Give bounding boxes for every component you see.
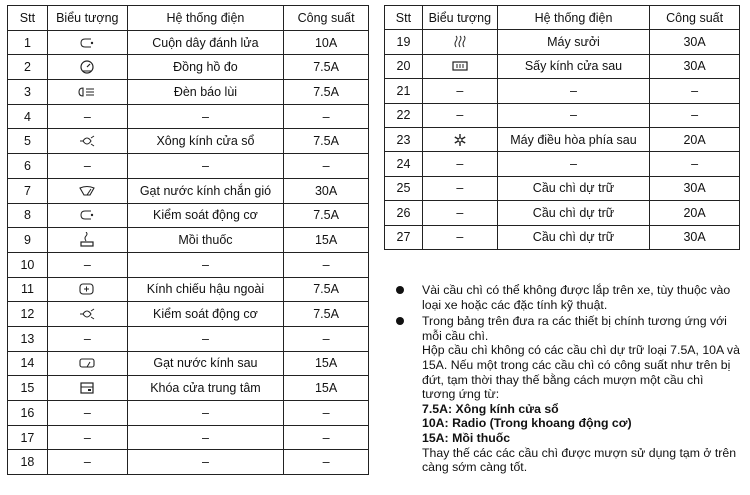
- stt-cell: 9: [8, 228, 48, 253]
- power-cell: 15A: [284, 351, 369, 376]
- table-row: [8, 203, 369, 228]
- stt-cell: 15: [8, 376, 48, 401]
- table-row: [385, 225, 740, 249]
- table-row: [8, 351, 369, 376]
- stt-cell: 8: [8, 203, 48, 228]
- stt-cell: 12: [8, 302, 48, 327]
- heater-icon: [422, 30, 497, 54]
- stt-cell: 3: [8, 80, 48, 105]
- dash-cell: –: [422, 152, 497, 176]
- power-cell: 7.5A: [284, 302, 369, 327]
- fuse-table-left: [7, 5, 369, 475]
- engine-icon: [47, 203, 127, 228]
- window-defog-icon: [47, 129, 127, 154]
- stt-cell: 26: [385, 201, 423, 225]
- note-item: [394, 314, 740, 475]
- power-cell: –: [284, 401, 369, 426]
- system-cell: –: [127, 450, 283, 475]
- table-row: [8, 104, 369, 129]
- power-cell: 10A: [284, 30, 369, 55]
- stt-cell: 10: [8, 252, 48, 277]
- stt-cell: 17: [8, 425, 48, 450]
- power-cell: –: [284, 425, 369, 450]
- table-row: [385, 201, 740, 225]
- power-cell: –: [650, 152, 740, 176]
- fuse-table-right: [384, 5, 740, 250]
- rear-wiper-icon: [47, 351, 127, 376]
- power-cell: 7.5A: [284, 203, 369, 228]
- stt-cell: 13: [8, 326, 48, 351]
- window-defog-icon: [47, 302, 127, 327]
- system-cell: Khóa cửa trung tâm: [127, 376, 283, 401]
- rear-ac-icon: [422, 127, 497, 151]
- stt-cell: 24: [385, 152, 423, 176]
- header-system: Hệ thống điện: [497, 6, 650, 30]
- dash-cell: –: [47, 104, 127, 129]
- power-cell: 15A: [284, 376, 369, 401]
- borrow-item: 10A: Radio (Trong khoang động cơ): [422, 416, 632, 431]
- table-row: [8, 277, 369, 302]
- dash-cell: –: [422, 79, 497, 103]
- stt-cell: 14: [8, 351, 48, 376]
- system-cell: –: [127, 425, 283, 450]
- power-cell: 30A: [284, 178, 369, 203]
- power-cell: 30A: [650, 225, 740, 249]
- ignition-coil-icon: [47, 30, 127, 55]
- power-cell: 30A: [650, 30, 740, 54]
- table-row: [8, 80, 369, 105]
- table-row: [8, 450, 369, 475]
- note-text: Hộp cầu chì không có các cầu chì dự trữ loại 7.5A, 10A và 15A. Nếu một trong các cầu chì có công suất như trên bị đứt, tạm thời thay thế bằng cách mượn một cầu chì tương ứng từ:: [422, 343, 740, 402]
- power-cell: 15A: [284, 228, 369, 253]
- stt-cell: 23: [385, 127, 423, 151]
- stt-cell: 7: [8, 178, 48, 203]
- header-icon: Biểu tượng: [47, 6, 127, 31]
- power-cell: 7.5A: [284, 277, 369, 302]
- power-cell: 7.5A: [284, 129, 369, 154]
- stt-cell: 5: [8, 129, 48, 154]
- note-text: Thay thế các các cầu chì được mượn sử dụng tạm ở trên càng sớm càng tốt.: [422, 445, 737, 475]
- stt-cell: 11: [8, 277, 48, 302]
- table-row: [8, 228, 369, 253]
- table-row: [8, 252, 369, 277]
- rear-defrost-icon: [422, 54, 497, 78]
- system-cell: –: [127, 154, 283, 179]
- notes-section: [394, 283, 740, 477]
- system-cell: Máy sưởi: [497, 30, 650, 54]
- mirror-icon: [47, 277, 127, 302]
- note-text: Vài cầu chì có thể không được lắp trên xe, tùy thuộc vào loại xe hoặc các đặc tính kỹ thuật.: [422, 283, 731, 312]
- table-row: [385, 152, 740, 176]
- dash-cell: –: [422, 225, 497, 249]
- stt-cell: 4: [8, 104, 48, 129]
- system-cell: Sấy kính cửa sau: [497, 54, 650, 78]
- stt-cell: 21: [385, 79, 423, 103]
- power-cell: –: [650, 79, 740, 103]
- borrow-item: 7.5A: Xông kính cửa sổ: [422, 401, 559, 416]
- gauge-icon: [47, 55, 127, 80]
- system-cell: Xông kính cửa sổ: [127, 129, 283, 154]
- system-cell: Cuộn dây đánh lửa: [127, 30, 283, 55]
- power-cell: 7.5A: [284, 80, 369, 105]
- header-icon: Biểu tượng: [422, 6, 497, 30]
- power-cell: –: [284, 252, 369, 277]
- dash-cell: –: [47, 401, 127, 426]
- dash-cell: –: [47, 425, 127, 450]
- dash-cell: –: [422, 201, 497, 225]
- table-row: [8, 401, 369, 426]
- table-row: [8, 30, 369, 55]
- power-cell: 20A: [650, 127, 740, 151]
- stt-cell: 20: [385, 54, 423, 78]
- system-cell: Mồi thuốc: [127, 228, 283, 253]
- system-cell: Đèn báo lùi: [127, 80, 283, 105]
- system-cell: Đồng hồ đo: [127, 55, 283, 80]
- header-power: Công suất: [650, 6, 740, 30]
- front-wiper-icon: [47, 178, 127, 203]
- power-cell: –: [284, 326, 369, 351]
- power-cell: 7.5A: [284, 55, 369, 80]
- table-row: [8, 376, 369, 401]
- system-cell: Gạt nước kính chắn gió: [127, 178, 283, 203]
- table-row: [8, 425, 369, 450]
- system-cell: Cầu chì dự trữ: [497, 201, 650, 225]
- stt-cell: 2: [8, 55, 48, 80]
- dash-cell: –: [47, 252, 127, 277]
- bullet-icon: [396, 317, 404, 325]
- stt-cell: 6: [8, 154, 48, 179]
- system-cell: –: [497, 79, 650, 103]
- table-row: [8, 326, 369, 351]
- reverse-lamp-icon: [47, 80, 127, 105]
- stt-cell: 16: [8, 401, 48, 426]
- door-lock-icon: [47, 376, 127, 401]
- power-cell: –: [284, 104, 369, 129]
- system-cell: –: [497, 152, 650, 176]
- dash-cell: –: [47, 154, 127, 179]
- header-power: Công suất: [284, 6, 369, 31]
- power-cell: –: [284, 154, 369, 179]
- borrow-item: 15A: Mồi thuốc: [422, 430, 511, 445]
- note-text: Trong bảng trên đưa ra các thiết bị chính tương ứng với mỗi cầu chì.: [422, 314, 727, 343]
- system-cell: Cầu chì dự trữ: [497, 176, 650, 200]
- stt-cell: 1: [8, 30, 48, 55]
- system-cell: Kính chiếu hậu ngoài: [127, 277, 283, 302]
- table-row: [385, 54, 740, 78]
- system-cell: –: [497, 103, 650, 127]
- stt-cell: 25: [385, 176, 423, 200]
- table-row: [8, 129, 369, 154]
- header-stt: Stt: [385, 6, 423, 30]
- power-cell: –: [650, 103, 740, 127]
- table-row: [8, 302, 369, 327]
- table-row: [385, 176, 740, 200]
- table-row: [385, 79, 740, 103]
- power-cell: 20A: [650, 201, 740, 225]
- table-row: [385, 30, 740, 54]
- system-cell: Gạt nước kính sau: [127, 351, 283, 376]
- dash-cell: –: [422, 176, 497, 200]
- system-cell: Máy điều hòa phía sau: [497, 127, 650, 151]
- dash-cell: –: [47, 326, 127, 351]
- table-header-row: [385, 6, 740, 30]
- stt-cell: 27: [385, 225, 423, 249]
- header-system: Hệ thống điện: [127, 6, 283, 31]
- system-cell: Cầu chì dự trữ: [497, 225, 650, 249]
- stt-cell: 22: [385, 103, 423, 127]
- table-row: [385, 103, 740, 127]
- dash-cell: –: [47, 450, 127, 475]
- table-row: [8, 55, 369, 80]
- bullet-icon: [396, 286, 404, 294]
- cigarette-lighter-icon: [47, 228, 127, 253]
- table-row: [8, 154, 369, 179]
- stt-cell: 18: [8, 450, 48, 475]
- table-header-row: [8, 6, 369, 31]
- system-cell: –: [127, 401, 283, 426]
- system-cell: Kiểm soát động cơ: [127, 203, 283, 228]
- stt-cell: 19: [385, 30, 423, 54]
- system-cell: –: [127, 326, 283, 351]
- power-cell: –: [284, 450, 369, 475]
- system-cell: Kiểm soát động cơ: [127, 302, 283, 327]
- table-row: [8, 178, 369, 203]
- table-row: [385, 127, 740, 151]
- power-cell: 30A: [650, 54, 740, 78]
- header-stt: Stt: [8, 6, 48, 31]
- power-cell: 30A: [650, 176, 740, 200]
- system-cell: –: [127, 104, 283, 129]
- system-cell: –: [127, 252, 283, 277]
- dash-cell: –: [422, 103, 497, 127]
- note-item: [394, 283, 740, 312]
